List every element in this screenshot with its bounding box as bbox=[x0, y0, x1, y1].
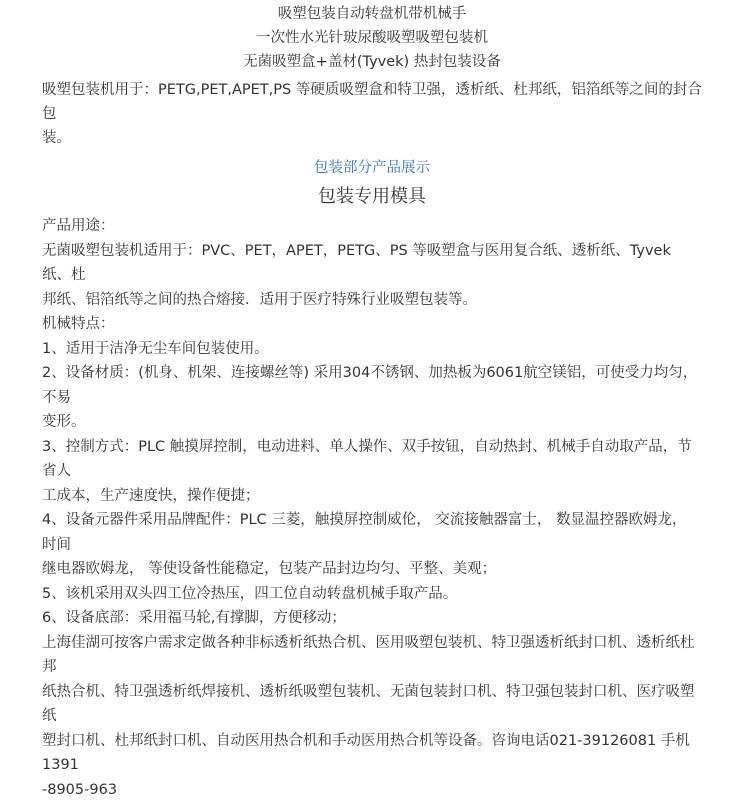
text-line: 产品用途： bbox=[42, 214, 702, 239]
text-line: 继电器欧姆龙， 等使设备性能稳定，包装产品封边均匀、平整、美观； bbox=[42, 557, 702, 582]
text-line: 工成本，生产速度快，操作便捷； bbox=[42, 484, 702, 509]
text-line: 上海佳湖可按客户需求定做各种非标透析纸热合机、医用吸塑包装机、特卫强透析纸封口机、透析纸杜邦 bbox=[42, 631, 702, 680]
title-line-2: 一次性水光针玻尿酸吸塑吸塑包装机 bbox=[42, 26, 702, 50]
article-body bbox=[42, 0, 702, 802]
feature-list bbox=[42, 214, 702, 802]
text-line: 变形。 bbox=[42, 410, 702, 435]
intro-line-2: 装。 bbox=[42, 126, 702, 150]
text-line: 机械特点： bbox=[42, 312, 702, 337]
text-line: 1、适用于洁净无尘车间包装使用。 bbox=[42, 337, 702, 362]
intro-paragraph bbox=[42, 78, 702, 150]
text-line: 5、该机采用双头四工位冷热压，四工位自动转盘机械手取产品。 bbox=[42, 582, 702, 607]
text-line: 塑封口机、杜邦纸封口机、自动医用热合机和手动医用热合机等设备。咨询电话021-39126081 手机1391 bbox=[42, 729, 702, 778]
text-line: 4、设备元器件采用品牌配件：PLC 三菱，触摸屏控制威伦， 交流接触器富士， 数显温控器欧姆龙， 时间 bbox=[42, 508, 702, 557]
mold-heading: 包装专用模具 bbox=[42, 182, 702, 212]
title-line-3: 无菌吸塑盒+盖材(Tyvek) 热封包装设备 bbox=[42, 50, 702, 74]
text-line: 6、设备底部：采用福马轮,有撑脚，方便移动； bbox=[42, 606, 702, 631]
text-line: 邦纸、铝箔纸等之间的热合熔接．适用于医疗特殊行业吸塑包装等。 bbox=[42, 288, 702, 313]
text-line: 无菌吸塑包装机适用于：PVC、PET，APET，PETG、PS 等吸塑盒与医用复合纸、透析纸、Tyvek 纸、杜 bbox=[42, 239, 702, 288]
text-line: 纸热合机、特卫强透析纸焊接机、透析纸吸塑包装机、无菌包装封口机、特卫强包装封口机、医疗吸塑纸 bbox=[42, 680, 702, 729]
text-line: -8905-963 bbox=[42, 778, 702, 802]
intro-line-1: 吸塑包装机用于：PETG,PET,APET,PS 等硬质吸塑盒和特卫强，透析纸、杜邦纸，铝箔纸等之间的封合包 bbox=[42, 78, 702, 126]
showcase-link[interactable]: 包装部分产品展示 bbox=[42, 156, 702, 180]
text-line: 2、设备材质：(机身、机架、连接螺丝等) 采用304不锈钢、加热板为6061航空镁铝，可使受力均匀，不易 bbox=[42, 361, 702, 410]
title-line-1: 吸塑包装自动转盘机带机械手 bbox=[42, 2, 702, 26]
text-line: 3、控制方式：PLC 触摸屏控制，电动进料、单人操作、双手按钮，自动热封、机械手自动取产品，节省人 bbox=[42, 435, 702, 484]
